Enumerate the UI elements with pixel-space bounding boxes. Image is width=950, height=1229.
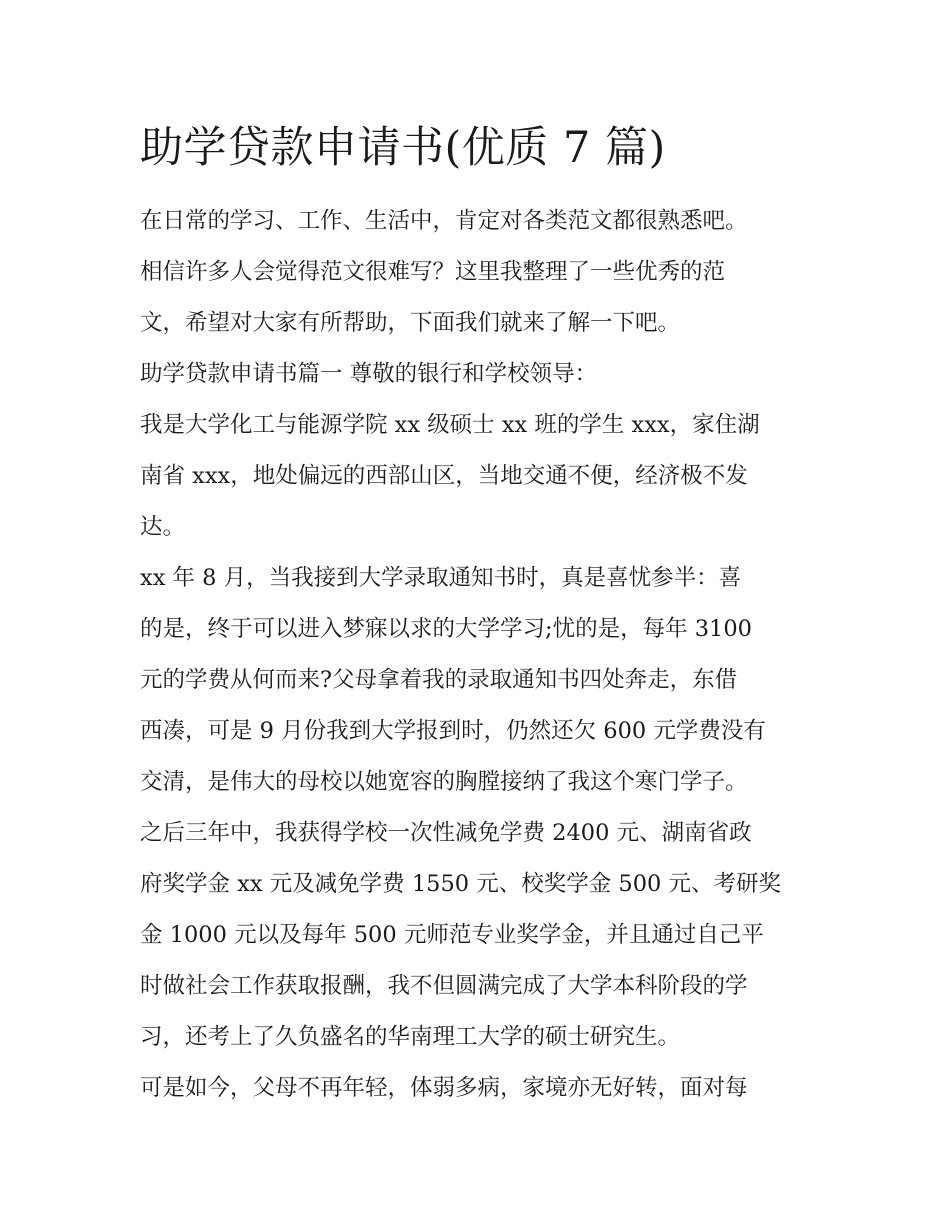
body-line: xx 年 8 月，当我接到大学录取通知书时，真是喜忧参半：喜	[140, 565, 742, 591]
body-line: 文，希望对大家有所帮助，下面我们就来了解一下吧。	[140, 310, 681, 336]
body-line: 的是，终于可以进入梦寐以求的大学学习;忧的是，每年 3100	[140, 616, 752, 642]
body-line: 时做社会工作获取报酬，我不但圆满完成了大学本科阶段的学	[140, 973, 748, 999]
body-line: 之后三年中，我获得学校一次性减免学费 2400 元、湖南省政	[140, 820, 752, 846]
body-line: 金 1000 元以及每年 500 元师范专业奖学金，并且通过自己平	[140, 922, 764, 948]
body-line: 元的学费从何而来?父母拿着我的录取通知书四处奔走，东借	[140, 667, 738, 693]
body-line: 西凑，可是 9 月份我到大学报到时，仍然还欠 600 元学费没有	[140, 718, 766, 744]
body-line: 可是如今，父母不再年轻，体弱多病，家境亦无好转，面对每	[140, 1075, 748, 1101]
body-line: 习，还考上了久负盛名的华南理工大学的硕士研究生。	[140, 1024, 681, 1050]
document-title: 助学贷款申请书(优质 7 篇)	[140, 123, 666, 173]
body-line: 我是大学化工与能源学院 xx 级硕士 xx 班的学生 xxx，家住湖	[140, 412, 760, 438]
section-heading-line: 助学贷款申请书篇一 尊敬的银行和学校领导：	[140, 361, 598, 387]
body-line: 南省 xxx，地处偏远的西部山区，当地交通不便，经济极不发	[140, 463, 748, 489]
body-line: 达。	[140, 514, 186, 540]
body-line: 在日常的学习、工作、生活中，肯定对各类范文都很熟悉吧。	[140, 208, 748, 234]
body-line: 府奖学金 xx 元及减免学费 1550 元、校奖学金 500 元、考研奖	[140, 871, 781, 897]
body-line: 交清，是伟大的母校以她宽容的胸膛接纳了我这个寒门学子。	[140, 769, 748, 795]
body-line: 相信许多人会觉得范文很难写？这里我整理了一些优秀的范	[140, 259, 726, 285]
